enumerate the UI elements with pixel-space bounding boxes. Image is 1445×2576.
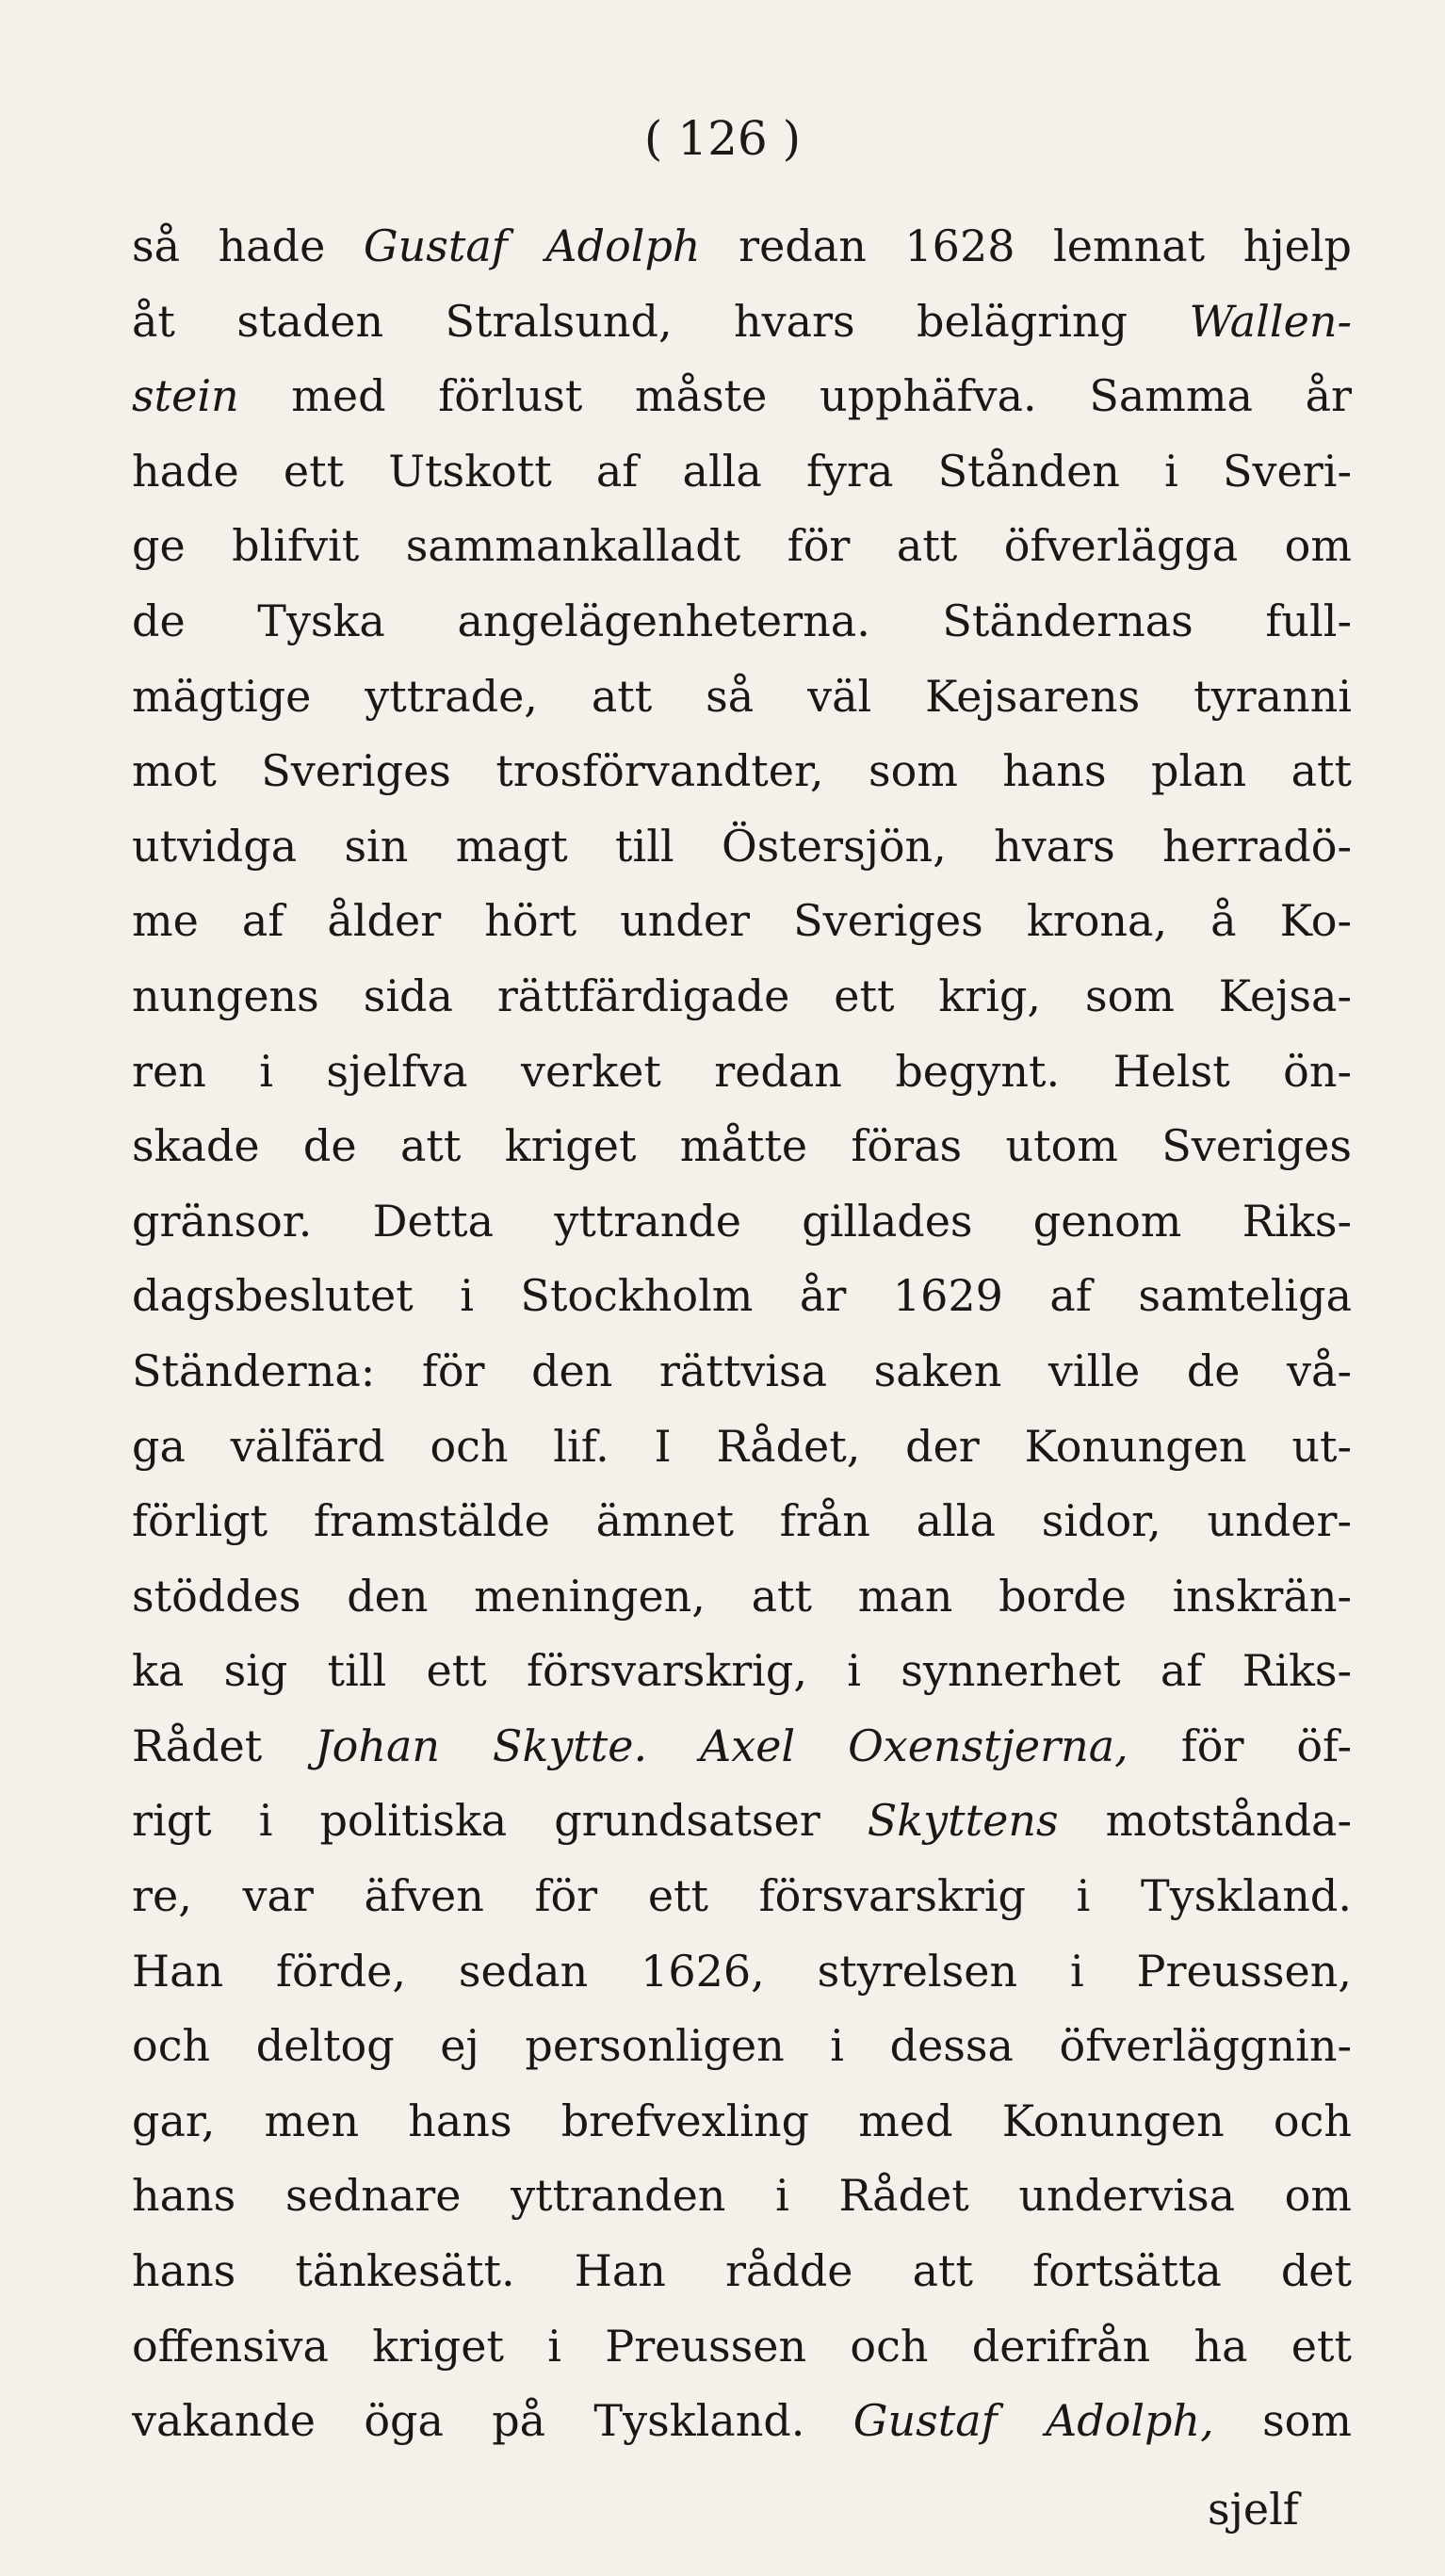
body-text — [132, 209, 1352, 2459]
text-line: mägtige yttrade, att så väl Kejsarens tyranni — [132, 670, 1352, 722]
text-line: hans sednare yttranden i Rådet undervisa om — [132, 2170, 1352, 2222]
text-line: re, var äfven för ett försvarskrig i Tyskland. — [132, 1870, 1352, 1922]
text-line: stein med förlust måste upphäfva. Samma år — [132, 370, 1352, 422]
text-line: Ständerna: för den rättvisa saken ville de vå- — [132, 1345, 1352, 1396]
text-line: Han förde, sedan 1626, styrelsen i Preussen, — [132, 1945, 1352, 1997]
catchword: sjelf — [1208, 2484, 1299, 2535]
text-line: offensiva kriget i Preussen och derifrån ha ett — [132, 2320, 1352, 2372]
text-line: utvidga sin magt till Östersjön, hvars herradö- — [132, 820, 1352, 872]
text-line: hade ett Utskott af alla fyra Stånden i Sveri- — [132, 445, 1352, 497]
text-line: gar, men hans brefvexling med Konungen och — [132, 2095, 1352, 2146]
text-line: hans tänkesätt. Han rådde att fortsätta det — [132, 2245, 1352, 2297]
text-line: rigt i politiska grundsatser Skyttens motstånda- — [132, 1795, 1352, 1847]
text-line: mot Sveriges trosförvandter, som hans plan att — [132, 745, 1352, 797]
text-line: så hade Gustaf Adolph redan 1628 lemnat hjelp — [132, 220, 1352, 271]
page-number-header: ( 126 ) — [643, 111, 802, 166]
text-line: ren i sjelfva verket redan begynt. Helst ön- — [132, 1045, 1352, 1097]
text-line: skade de att kriget måtte föras utom Sveriges — [132, 1120, 1352, 1172]
text-line: dagsbeslutet i Stockholm år 1629 af samteliga — [132, 1270, 1352, 1322]
text-line: gränsor. Detta yttrande gillades genom Riks- — [132, 1195, 1352, 1247]
text-line: nungens sida rättfärdigade ett krig, som Kejsa- — [132, 970, 1352, 1021]
text-line: ga välfärd och lif. I Rådet, der Konungen ut- — [132, 1420, 1352, 1472]
text-line: förligt framstälde ämnet från alla sidor, under- — [132, 1495, 1352, 1547]
text-line: ge blifvit sammankalladt för att öfverlägga om — [132, 520, 1352, 572]
text-line: vakande öga på Tyskland. Gustaf Adolph, som — [132, 2395, 1352, 2447]
text-line: och deltog ej personligen i dessa öfverläggnin- — [132, 2020, 1352, 2072]
text-line: åt staden Stralsund, hvars belägring Wallen- — [132, 295, 1352, 347]
text-line: Rådet Johan Skytte. Axel Oxenstjerna, för öf- — [132, 1720, 1352, 1771]
text-line: me af ålder hört under Sveriges krona, å Ko- — [132, 895, 1352, 947]
text-line: stöddes den meningen, att man borde inskrän- — [132, 1570, 1352, 1622]
text-line: ka sig till ett försvarskrig, i synnerhet af Riks- — [132, 1645, 1352, 1697]
text-line: de Tyska angelägenheterna. Ständernas full- — [132, 595, 1352, 646]
